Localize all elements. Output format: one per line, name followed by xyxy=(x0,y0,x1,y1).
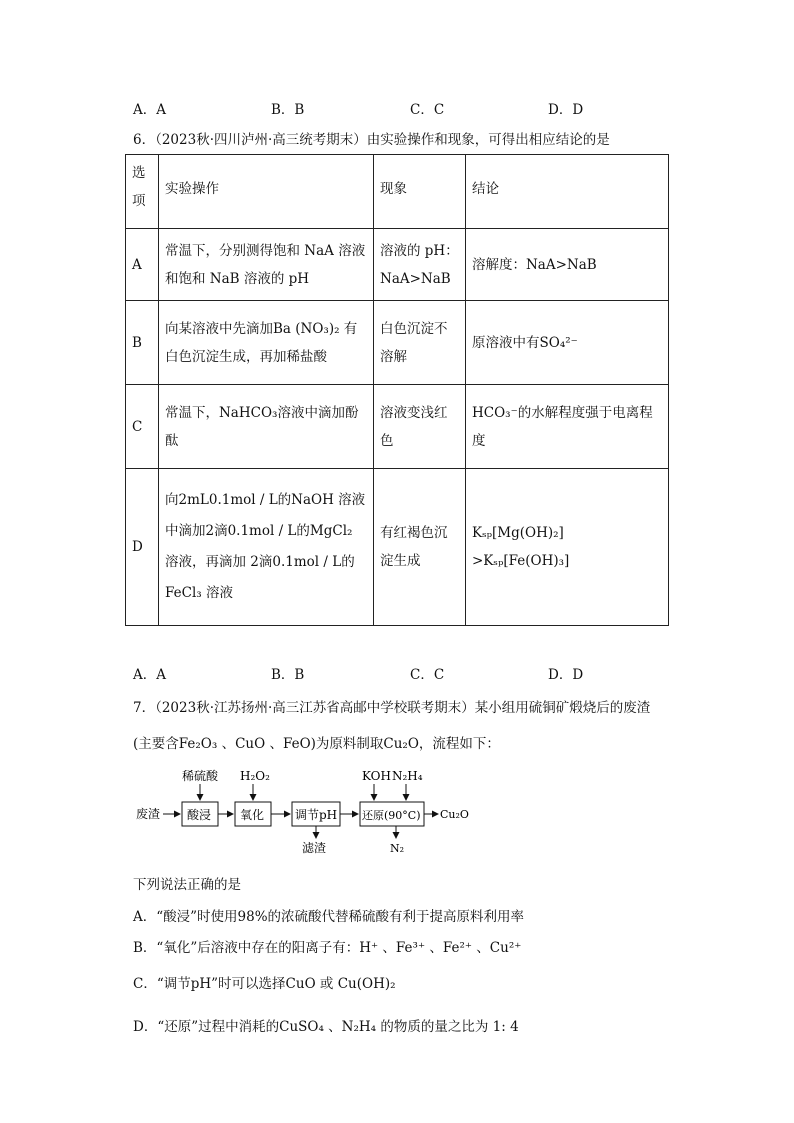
header-phenomenon: 现象 xyxy=(374,155,466,229)
row-conclusion: HCO₃⁻的水解程度强于电离程度 xyxy=(466,385,669,469)
option-b[interactable]: B．B xyxy=(271,102,305,118)
options-row-q6 xyxy=(133,663,693,683)
q7-prompt: 下列说法正确的是 xyxy=(133,877,241,893)
row-phenomenon: 白色沉淀不溶解 xyxy=(374,301,466,385)
option-a[interactable]: A．A xyxy=(133,102,166,118)
header-option: 选项 xyxy=(126,155,159,229)
option-c[interactable]: C．C xyxy=(410,667,445,683)
option-d[interactable]: D．D xyxy=(548,667,584,683)
row-phenomenon: 溶液的 pH：NaA>NaB xyxy=(374,229,466,301)
header-conclusion: 结论 xyxy=(466,155,669,229)
step-adjust-ph: 调节pH xyxy=(295,808,338,822)
table-row xyxy=(126,469,669,626)
step-oxidize: 氧化 xyxy=(240,808,265,822)
option-a[interactable]: A．A xyxy=(133,667,166,683)
q7-stem: 7．（2023秋·江苏扬州·高三江苏省高邮中学校联考期末）某小组用硫铜矿煅烧后的废渣 xyxy=(133,700,651,716)
header-operation: 实验操作 xyxy=(159,155,374,229)
row-option: B xyxy=(126,301,159,385)
flow-end: Cu₂O xyxy=(440,808,469,821)
choice-d[interactable]: D．“还原”过程中消耗的CuSO₄ 、N₂H₄ 的物质的量之比为 1: 4 xyxy=(133,1019,519,1035)
input-dilute-sulfuric-acid: 稀硫酸 xyxy=(182,769,219,783)
row-operation: 向某溶液中先滴加Ba (NO₃)₂ 有白色沉淀生成，再加稀盐酸 xyxy=(159,301,374,385)
row-conclusion: 溶解度：NaA>NaB xyxy=(466,229,669,301)
process-flowchart xyxy=(130,768,490,862)
option-d[interactable]: D．D xyxy=(548,102,584,118)
table-row xyxy=(126,229,669,301)
row-conclusion: Kₛₚ[Mg(OH)₂] >Kₛₚ[Fe(OH)₃] xyxy=(466,469,669,626)
input-koh: KOH xyxy=(362,769,391,783)
option-b[interactable]: B．B xyxy=(271,667,305,683)
row-option: C xyxy=(126,385,159,469)
output-filter-residue: 滤渣 xyxy=(302,841,327,855)
row-conclusion: 原溶液中有SO₄²⁻ xyxy=(466,301,669,385)
row-phenomenon: 有红褐色沉淀生成 xyxy=(374,469,466,626)
output-n2: N₂ xyxy=(390,842,405,855)
flow-start: 废渣 xyxy=(136,807,161,821)
q7-stem-2: (主要含Fe₂O₃ 、CuO 、FeO)为原料制取Cu₂O，流程如下： xyxy=(133,736,500,752)
row-option: A xyxy=(126,229,159,301)
row-operation: 向2mL0.1mol / L的NaOH 溶液中滴加2滴0.1mol / L的MgCl₂ 溶液，再滴加 2滴0.1mol / L的FeCl₃ 溶液 xyxy=(159,469,374,626)
option-c[interactable]: C．C xyxy=(410,102,445,118)
q6-stem: 6．（2023秋·四川泸州·高三统考期末）由实验操作和现象，可得出相应结论的是 xyxy=(133,132,610,148)
choice-c[interactable]: C．“调节pH”时可以选择CuO 或 Cu(OH)₂ xyxy=(133,976,396,992)
input-h2o2: H₂O₂ xyxy=(240,769,270,783)
row-operation: 常温下，分别测得饱和 NaA 溶液和饱和 NaB 溶液的 pH xyxy=(159,229,374,301)
row-operation: 常温下，NaHCO₃溶液中滴加酚酞 xyxy=(159,385,374,469)
input-n2h4: N₂H₄ xyxy=(392,769,423,783)
row-phenomenon: 溶液变浅红色 xyxy=(374,385,466,469)
choice-b[interactable]: B．“氧化”后溶液中存在的阳离子有：H⁺ 、Fe³⁺ 、Fe²⁺ 、Cu²⁺ xyxy=(133,940,522,956)
table-row xyxy=(126,301,669,385)
step-reduce: 还原(90°C) xyxy=(362,809,421,822)
experiment-table xyxy=(125,154,669,626)
row-option: D xyxy=(126,469,159,626)
table-row xyxy=(126,385,669,469)
step-acid-leach: 酸浸 xyxy=(187,808,212,822)
options-row-q5 xyxy=(133,98,693,118)
choice-a[interactable]: A．“酸浸”时使用98%的浓硫酸代替稀硫酸有利于提高原料利用率 xyxy=(133,909,525,925)
